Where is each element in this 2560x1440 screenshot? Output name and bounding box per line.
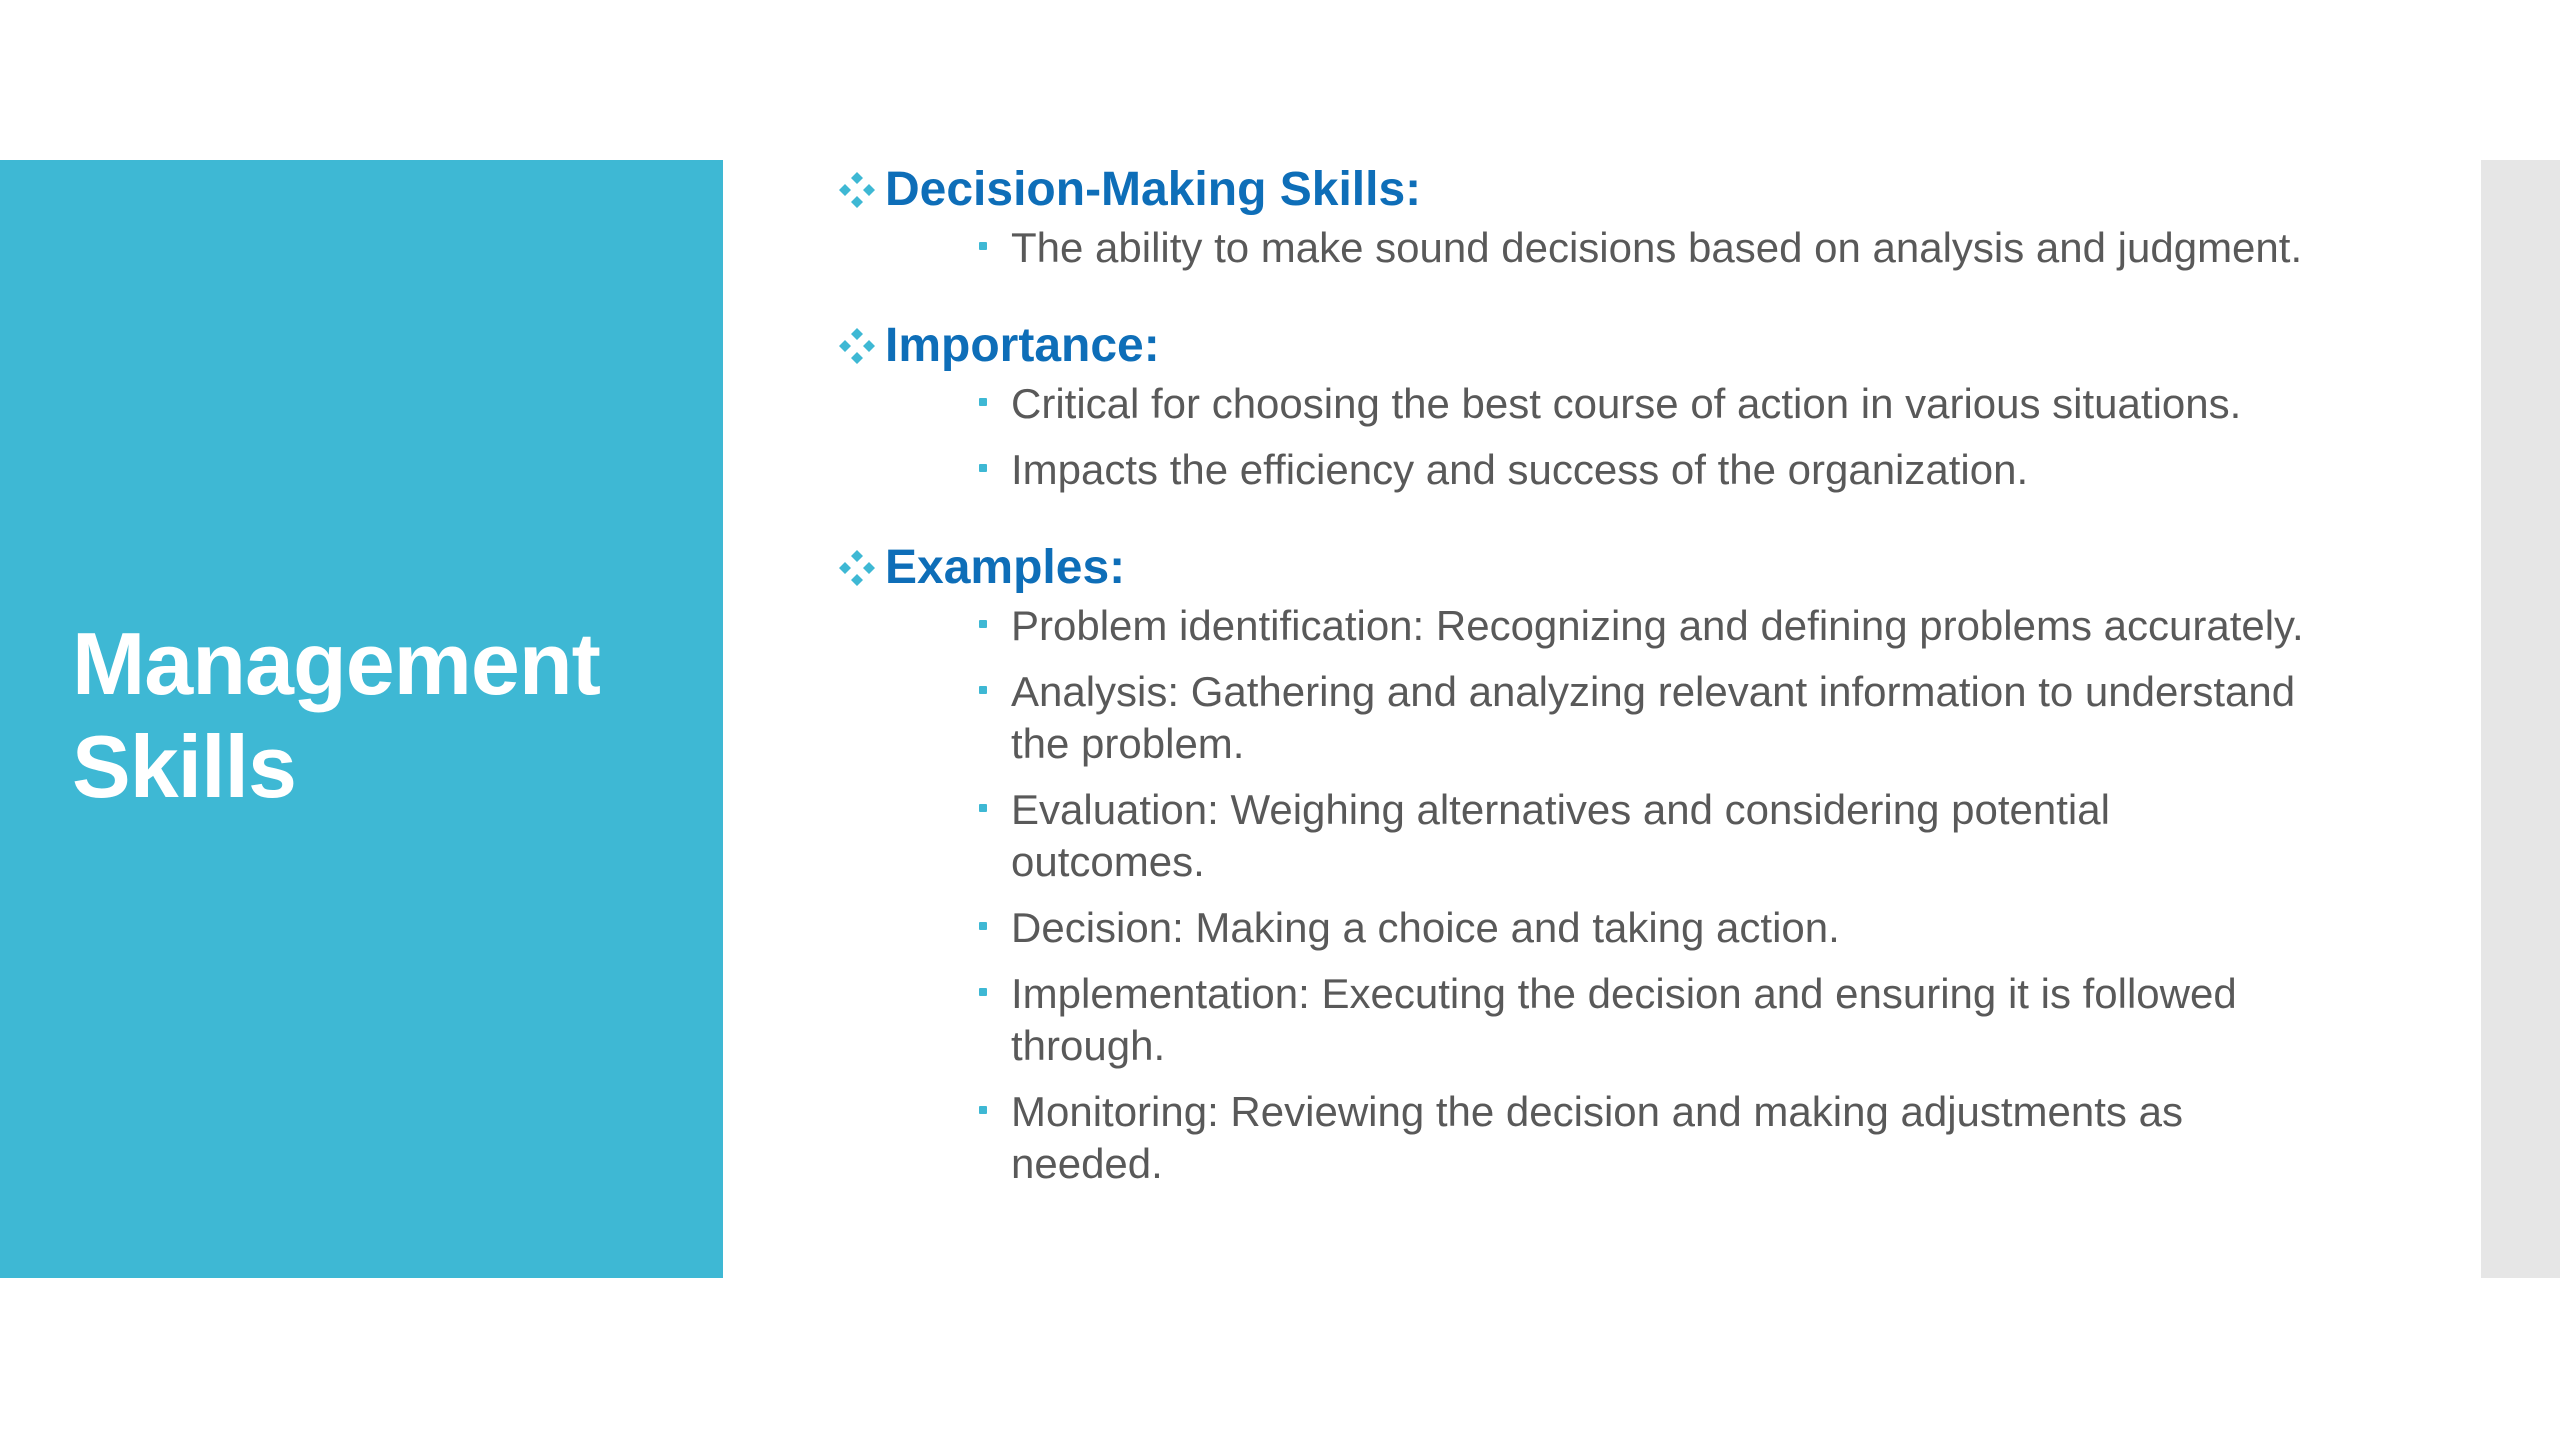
- list-item: [975, 1086, 2315, 1190]
- bullet-list: [835, 600, 2315, 1190]
- section-heading-text: Importance:: [885, 319, 1160, 372]
- list-item: [975, 600, 2315, 652]
- list-item: [975, 666, 2315, 770]
- list-item-text: Implementation: Executing the decision and ensuring it is followed through.: [1011, 970, 2237, 1069]
- list-item: [975, 222, 2315, 274]
- section-examples: [835, 536, 2315, 1190]
- square-bullet-icon: [979, 464, 987, 472]
- list-item-text: The ability to make sound decisions based on analysis and judgment.: [1011, 224, 2303, 271]
- list-item-text: Problem identification: Recognizing and defining problems accurately.: [1011, 602, 2304, 649]
- square-bullet-icon: [979, 620, 987, 628]
- list-item: [975, 902, 2315, 954]
- section-heading: [835, 314, 2315, 378]
- list-item: [975, 444, 2315, 496]
- section-heading-text: Examples:: [885, 541, 1126, 594]
- four-diamond-bullet-icon: [835, 324, 879, 368]
- list-item-text: Decision: Making a choice and taking action.: [1011, 904, 1840, 951]
- four-diamond-bullet-icon: [835, 168, 879, 212]
- list-item-text: Monitoring: Reviewing the decision and making adjustments as needed.: [1011, 1088, 2183, 1187]
- square-bullet-icon: [979, 922, 987, 930]
- bullet-list: [835, 222, 2315, 274]
- list-item-text: Evaluation: Weighing alternatives and considering potential outcomes.: [1011, 786, 2110, 885]
- square-bullet-icon: [979, 242, 987, 250]
- section-heading: [835, 536, 2315, 600]
- square-bullet-icon: [979, 686, 987, 694]
- square-bullet-icon: [979, 1106, 987, 1114]
- section-importance: [835, 314, 2315, 496]
- list-item: [975, 784, 2315, 888]
- four-diamond-bullet-icon: [835, 546, 879, 590]
- square-bullet-icon: [979, 988, 987, 996]
- slide-title: Management Skills: [72, 614, 600, 816]
- section-heading-text: Decision-Making Skills:: [885, 163, 1422, 216]
- square-bullet-icon: [979, 398, 987, 406]
- bullet-list: [835, 378, 2315, 496]
- square-bullet-icon: [979, 804, 987, 812]
- right-accent-bar: [2481, 160, 2560, 1278]
- list-item-text: Impacts the efficiency and success of the organization.: [1011, 446, 2029, 493]
- slide-content: [835, 158, 2315, 1190]
- list-item-text: Analysis: Gathering and analyzing relevant information to understand the problem.: [1011, 668, 2296, 767]
- section-decision-making: [835, 158, 2315, 274]
- list-item: [975, 378, 2315, 430]
- section-heading: [835, 158, 2315, 222]
- list-item-text: Critical for choosing the best course of action in various situations.: [1011, 380, 2242, 427]
- list-item: [975, 968, 2315, 1072]
